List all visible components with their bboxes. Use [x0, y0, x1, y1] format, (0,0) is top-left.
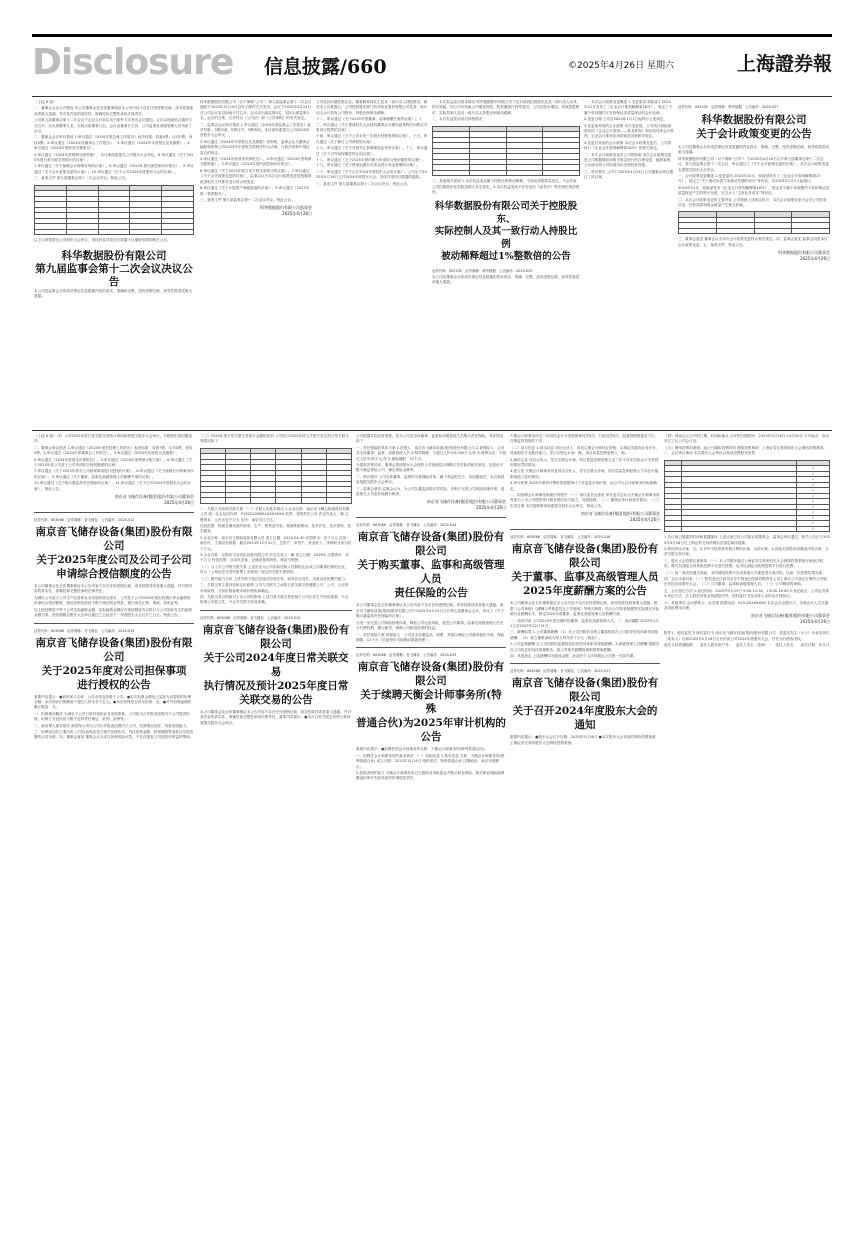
body-text: （上接 6 版）（3）公司2025年度日常关联交易预计事项尚需提交股东大会审议，关联股东将回避表决。 二、董事会审议情况 1.审议通过《2024年度总经理工作报告》表决结果：同意7票，反对0票，弃权0票。2.审议通过《2024年度董事会工作报告》。3.审议通过《2024年年度报告及摘要》。 4.审议通过《2024年度财务决算报告》。5.审议通过《2024年度利润分配方案》。6.审议通过《关于2025年度公司及子公司申请综合授信额度的议案》。 7.审议通过《关于2025年度对公司担保事项进行授权的议案》。8.审议通过《关于续聘会计师事务所的议案》。9.审议通过《关于董事、监事及高级管理人员薪酬方案的议案》。 10.审议通过《关于购买董监高责任保险的议案》。11.审议通过《关于召开2024年度股东大会的议案》。特此公告。	[34, 434, 194, 491]
body-text: 本公司董事会及全体董事保证本公告内容不存在任何虚假记载、误导性陈述或者重大遗漏。南京音飞储存设备(集团)股份有限公司于2025年4月24日召开第五届董事会会议，审议了《关于购买董监高责任保险的议案》。 为进一步完善公司风险管理体系，降低公司运营风险，促进公司董事、监事及高级管理人员充分行使权利、履行职责，保障公司和投资者的权益。 一、责任保险方案 被保险人：公司及全体董监高；保费：具体以保险公司最终报价为准；保险期限：12个月（后续每年可续保或重新投保）。	[356, 603, 505, 642]
section-title: 信息披露/660	[264, 56, 387, 78]
body-text: 本公司董事会及全体董事保证本公告内容不存在任何虚假记载、误导性陈述或者重大遗漏，并对其内容的真实性、准确性和完整性承担法律责任。 为满足公司及子公司生产经营和业务发展的资金需求，公司及子公司2025年度拟向银行等金融机构申请综合授信额度，授信品种包括但不限于流动资金贷款、银行承兑汇票、保函、信用证等。 以上授信额度不等于公司实际融资金额，实际融资金额应在授信额度内以银行与公司实际发生的融资金额为准。授权期限自股东大会审议通过之日起至下一年度股东大会召开之日止。特此公告。	[34, 584, 193, 618]
body-text: 一、本次会计政策变更概述 1.变更原因 财政部于2024年12月发布了《企业会计准则解释第18号》，规定了不属于单项履约义务的保证类质量保证的会计处理。 2.变更日期 公司自2024年1月1日起执行上述规定。 3.变更前采用的会计政策 本次变更前，公司执行财政部颁布的《企业会计准则——基本准则》和各项具体会计准则、企业会计准则应用指南及其他相关规定。 4.变更后采用的会计政策 本次会计政策变更后，公司将执行《企业会计准则解释第18号》的相关规定。 二、本次会计政策变更对公司的影响 本次会计政策变更是公司根据财政部相关规定进行的合理变更，能够客观、公允地反映公司的财务状况和经营成果。 三、审议程序 公司于2025年4月24日召开董事会审议通过了该议案。	[584, 100, 674, 180]
signature: 南京音飞储存设备(集团)股份有限公司董事会 2025年4月26日	[580, 511, 660, 523]
column-top-1	[34, 100, 194, 425]
divider	[510, 663, 660, 664]
body-text: （上接 6 版） 一、董事会会议召开情况 本公司董事会及全体董事保证本公告内容不存在任何虚假记载、误导性陈述或者重大遗漏，并对其内容的真实性、准确性和完整性承担法律责任。 公司第九届董事会第十二次会议于会议召开前以电子邮件方式发出会议通知，会议以现场结合通讯方式召开，应出席董事九名，实际出席董事九名，会议由董事长主持，公司监事及高级管理人员列席了会议。 二、董事会会议审议情况 1.审议通过《2024年度总裁工作报告》表决结果：同意9票，反对0票，弃权0票。2.审议通过《2024年度董事会工作报告》。3.审议通过《2024年年度报告及其摘要》。4.审议通过《2024年度财务决算报告》。 5.审议通过《2024年度利润分配预案》，本议案尚需提交公司股东大会审议。6.审议通过《关于2025年度日常关联交易预计的议案》。 7.审议通过《关于续聘会计师事务所的议案》。8.审议通过《2024年度内部控制评价报告》。9.审议通过《关于会计政策变更的议案》。10.审议通过《关于召开2024年度股东大会的议案》。 三、备查文件 第九届董事会第十二次会议决议。特此公告。	[34, 100, 194, 181]
divider	[200, 610, 352, 611]
article-title-kd-policy: 科华数据股份有限公司 关于会计政策变更的公告	[696, 114, 812, 140]
agenda-table: √ √ √ √ √ √ √ √ √ √ √ √	[664, 460, 830, 533]
body-text: 公司根据实际经营需要，拟为公司及全体董事、监事和高级管理人员购买责任保险。具体情况如下： 一、责任保险的具体方案 1.投保人：南京音飞储存设备(集团)股份有限公司 2.被保险人：公司及全体董事、监事、高级管理人员 3.赔偿限额：不超过人民币5,000万元/年 4.保费支出：不超过人民币30万元/年 5.保险期限：12个月。 为提高决策效率，董事会提请股东大会授权公司管理层办理购买责任险的相关事宜，包括但不限于确定保险公司、确定保险金额等。 二、审议程序 公司全体董事、监事作为被保险对象，属于利益相关方，均回避表决，本议案将直接提交股东大会审议。 三、监事会意见 监事会认为，为公司及董监高购买责任险，有利于完善公司风险管理体系，促进相关人员更好地履行职责。	[356, 434, 506, 497]
article-title-nj-insurance: 南京音飞储存设备(集团)股份有限公司 关于购买董事、监事和高级管理人员 责任保险的公告	[357, 531, 505, 600]
signature: 南京音飞储存设备(集团)股份有限公司董事会 2025年4月26日	[426, 499, 506, 511]
article-title-nj-related: 南京音飞储存设备(集团)股份有限公司 关于公司2024年度日常关联交易 执行情况及预计2025年度日常 关联交易的公告	[202, 623, 350, 706]
body-text: 三、董事会意见 董事会认为本次会计政策变更符合相关规定。四、监事会意见 监事会同意本次会计政策变更。五、备查文件。特此公告。	[678, 237, 828, 247]
article-meta: 证券代码：603066 证券简称：音飞储存 公告编号：2025-012	[34, 518, 135, 523]
article-meta: 证券代码：603066 证券简称：音飞储存 公告编号：2025-015	[356, 653, 457, 658]
column-bottom-5	[664, 434, 830, 1244]
data-table	[34, 185, 194, 236]
body-text: （四）现场会议召开的日期、时间和地点 召开的日期时间：2025年5月16日 14点00分 召开地点：南京市江宁区公司会议室。 （五）网络投票的系统、起止日期和投票时间 网络投票系统：上海证券交易所股东大会网络投票系统。二、会议审议事项 本次股东大会审议议案及投票股东类型：	[664, 434, 830, 456]
related-transaction-table	[200, 448, 352, 504]
body-text: 一、本次权益变动基本情况 科华数据股份有限公司于近日收到控股股东及其一致行动人出具的告知函，因公司可转换公司债券转股、股权激励行权等原因，公司总股本增加，导致控股股东、实际控制人及其一致行动人持股比例被动稀释。 二、本次权益变动前后持股情况	[432, 100, 580, 122]
column-bottom-4	[510, 434, 660, 1244]
signature: 科华数据股份有限公司董事会 2025年4月26日	[778, 250, 830, 262]
signature: 南京音飞储存设备(集团)股份有限公司董事会 2025年4月26日	[750, 613, 830, 625]
body-text: 重要内容提示：●拟聘任的会计师事务所名称：天衡会计师事务所(特殊普通合伙)。 一、拟聘任会计师事务所的基本情况 （一）机构信息 1.基本信息 名称：天衡会计师事务所(特殊普通合伙) 成立日期：2013年11月4日 组织形式：特殊普通合伙 注册地址：南京市建邺区。 2.投资者保护能力 天衡会计师事务所已计提职业风险基金并购买职业保险，相关职业保险能够覆盖因审计失败导致的民事赔偿责任。	[356, 747, 505, 781]
column-bottom-3	[356, 434, 506, 1244]
body-text: 本公司及董事会全体成员保证信息披露的内容真实、准确、完整，没有虚假记载、误导性陈述或重大遗漏。 科华数据股份有限公司（以下简称“公司”）于2025年4月24日召开第九届董事会第十二次会议、第九届监事会第十二次会议，审议通过了《关于会计政策变更的议案》。本次会计政策变更无需提交股东大会审议。 一、会计政策变更概述 1.变更原因 2023年10月，财政部发布了《企业会计准则解释第17号》，规定了“关于流动负债与非流动负债的划分”等内容，自2024年1月1日起施行。 2024年12月，财政部发布《企业会计准则解释第18号》，规定对不属于单项履约义务的保证类质量保证产生的预计负债，应当计入“主营业务成本”等科目。 二、本次会计政策变更的主要内容 公司按照上述规定执行，本次会计政策变更不会对公司财务状况、经营成果和现金流量产生重大影响。	[678, 145, 830, 208]
column-top-4	[432, 100, 580, 425]
body-text: 1.各议案已披露的时间和披露媒体 上述议案已经公司第五届董事会、监事会审议通过，相关公告已于2025年4月26日在上海证券交易所网站及指定媒体披露。 2.特别决议议案：无。3.对中小投资者单独计票的议案：全部议案。4.涉及关联股东回避表决的议案：日常关联交易议案。 三、股东大会投票注意事项 （一）本公司股东通过上海证券交易所股东大会网络投票系统行使表决权的，既可以登陆交易系统投票平台进行投票，也可以登陆互联网投票平台进行投票。 （二）同一表决权通过现场、本所网络投票平台或其他方式重复进行表决的，以第一次投票结果为准。 四、会议出席对象 （一）股权登记日收市后在中国登记结算有限责任公司上海分公司登记在册的公司股东有权出席股东大会。（二）公司董事、监事和高级管理人员。（三）公司聘请的律师。 五、会议登记方法 1.登记时间：2025年5月15日 9:00-11:30，13:00-16:00 2.登记地点：公司证券部 3.登记方式：法人股东持营业执照复印件、授权委托书及出席人身份证办理登记。 六、其他事项 会议联系人：证券部 联系电话：025-XXXXXXXX 本次会议会期半天，出席会议人员交通及食宿费用自理。	[664, 535, 830, 610]
column-top-6	[678, 100, 830, 425]
masthead	[32, 44, 832, 82]
column-top-3	[316, 100, 428, 425]
article-title-nj-guarantee: 南京音飞储存设备(集团)股份有限公司 关于2025年度对公司担保事项 进行授权的公告	[35, 636, 193, 691]
body-text: 二、关联人介绍和关联关系 （一）关联人的基本情况 1.企业名称：南京音飞峰云物流科技有限公司 统一社会信用代码：91320100MA1XXXXXXX 类型：有限责任公司 法定代表人：略 注册资本：人民币若干万元 住所：南京市江宁区。 经营范围：物流仓储设备的研发、生产、销售及安装；物流系统集成；技术开发、技术咨询、技术服务。 2.企业名称：南京音飞智能装备有限公司 成立日期：2014-04-30 注册资本：若干万元 住所：南京市。主要财务数据：截至2024年12月31日，总资产、净资产、营业收入、净利润分别为若干万元。 3.企业名称：无锡音飞自动化设备有限公司 法定代表人：略 成立日期：2016年 注册资本：若干万元 经营范围：自动化设备、仓储设备的研发、制造与销售。 （二）与上市公司的关联关系 上述企业为公司实际控制人控制的企业或公司董事任职的企业，符合《上海证券交易所股票上市规则》规定的关联关系情形。 （三）履约能力分析 上述关联方依法存续且经营正常，财务状况良好，具备良好的履约能力。 三、关联交易主要内容和定价政策 公司与关联方之间的日常关联交易遵循公开、公平、公正的市场原则，交易价格参照市场价格协商确定。 四、关联交易目的和对上市公司的影响 上述日常关联交易是基于公司正常生产经营需要，不会影响公司独立性，不会对关联方形成依赖。	[200, 506, 352, 605]
article-meta: 证券代码：603066 证券简称：音飞储存 公告编号：2025-010	[200, 615, 301, 620]
article-title-kd-supervisor: 科华数据股份有限公司 第九届监事会第十二次会议决议公告	[35, 249, 193, 288]
body-text: 本公司董事会及全体董事保证本公告内容不存在任何虚假记载、误导性陈述或者重大遗漏。根据《公司章程》《薪酬与考核委员会工作细则》等相关制度，结合公司经营规模等实际情况并参照行业薪酬水平，制定2025年度董事、监事及高级管理人员薪酬方案。 一、适用对象 公司2025年度任期内的董事、监事及高级管理人员。二、适用期限 2025年1月1日至2025年12月31日。 三、薪酬标准 1.公司董事薪酬 （1）在公司任职的非独立董事按其在公司担任的具体职务领取薪酬；（2）独立董事津贴为每人每年若干万元（税前）。 2.公司监事薪酬 在公司任职的监事按其担任的具体职务领取薪酬。3.高级管理人员薪酬 根据其在公司担任的具体管理职务，按公司相关薪酬管理制度领取薪酬。 四、其他规定 上述薪酬均为税前金额，涉及的个人所得税由公司统一代扣代缴。	[510, 601, 660, 658]
top-rule	[32, 34, 832, 37]
body-text: 本公司及董事会全体成员保证信息披露的内容真实、准确、完整，没有虚假记载、误导性陈述或重大遗漏。	[432, 274, 580, 285]
divider	[356, 517, 506, 518]
article-meta: 证券代码：603066 证券简称：音飞储存 公告编号：2025-016	[510, 535, 611, 540]
body-text: 本公司董事会及全体董事保证本公告内容不存在任何虚假记载、误导性陈述或者重大遗漏，并对其内容的真实性、准确性和完整性承担法律责任。重要内容提示：●本次日常关联交易预计事项需提交股东大会审议。	[200, 709, 351, 725]
column-top-2	[200, 100, 312, 425]
body-text: 附件1：授权委托书 授权委托书 南京音飞储存设备(集团)股份有限公司：兹委托先生（女士）代表本单位（或本人）出席2025年5月16日召开的贵公司2024年度股东大会，并代为行使表决权。 委托人持普通股数： 委托人股东账户号： 委托人签名（盖章）： 受托人签名： 委托日期：年月日	[664, 631, 830, 648]
article-title-nj-auditor: 南京音飞储存设备(集团)股份有限公司 关于续聘天衡会计师事务所(特殊 普通合伙)为2025年审计机构的公告	[356, 661, 506, 744]
newspaper-logo: 上海證券報	[736, 53, 832, 75]
body-text: 科华数据股份有限公司（以下简称“公司”）第九届监事会第十二次会议通知于2025年4月14日以电子邮件方式发出，会议于2025年4月24日在公司会议室以现场方式召开。会议应出席监事3名，实际出席监事3名。会议的召集、召开符合《公司法》和《公司章程》的有关规定。 二、监事会会议审议情况 1.审议通过《2024年度监事会工作报告》表决结果：3票同意，0票反对，0票弃权。本议案尚需提交公司2024年度股东大会审议。 2.审议通过《2024年年度报告及其摘要》经审核，监事会认为董事会编制和审核公司2024年年度报告的程序符合法律、行政法规和中国证监会的规定。 3.审议通过《2024年度财务决算报告》。4.审议通过《2024年度利润分配预案》。5.审议通过《2024年度内部控制评价报告》。 6.审议通过《关于2025年度日常关联交易预计的议案》。7.审议通过《关于会计政策变更的议案》，监事会认为本次会计政策变更是根据财政部相关文件要求进行的合理变更。 8.审议通过《关于计提资产减值准备的议案》。9.审议通过《2025年第一季度报告》。 三、备查文件 第九届监事会第十二次会议决议。特此公告。	[200, 100, 312, 202]
divider	[510, 529, 660, 530]
holding-table	[432, 126, 580, 177]
divider	[34, 623, 194, 624]
body-text: 重要内容提示：●被担保人名称：公司全资及控股子公司。●本次担保金额及已实际为其提供的担保余额：本次预计担保额度不超过人民币若干亿元。●本次担保是否有反担保：无。●对外担保逾期的累计数量：无。 一、担保情况概述 为满足子公司日常经营和业务发展需要，公司拟为合并报表范围内子公司提供担保，担保方式包括但不限于连带责任保证、抵押、质押等。 二、被担保人基本情况 被担保人均为公司合并报表范围内子公司，经营情况良好，具备偿债能力。 三、担保协议的主要内容 公司目前尚未签订相关担保协议，具体担保金额、担保期限等条款以实际签署的合同为准。四、董事会意见 董事会认为本次担保风险可控，不存在损害公司及股东利益的情形。	[34, 694, 194, 740]
column-bottom-2	[200, 434, 352, 1244]
signature: 南京音飞储存设备(集团)股份有限公司董事会 2025年4月26日	[114, 494, 194, 506]
signature: 科华数据股份有限公司监事会 2025年4月26日	[260, 205, 312, 217]
article-meta: 证券代码：603066 证券简称：音飞储存 公告编号：2025-014	[356, 523, 457, 528]
article-title-nj-pay: 南京音飞储存设备(集团)股份有限公司 关于董事、监事及高级管理人员 2025年度薪酬方案的公告	[511, 543, 659, 598]
article-meta: 证券代码：002335 证券简称：科华数据 公告编号：2025-029	[432, 268, 533, 273]
section-divider	[32, 430, 832, 431]
masthead-divider	[32, 96, 832, 97]
article-title-kd-shareholder: 科华数据股份有限公司关于控股股东、 实际控制人及其一致行动人持股比例 被动稀释超过1%整数倍的公告	[434, 201, 578, 263]
body-text: 天衡会计师事务所近三年因执业行为受到刑事处罚0次、行政处罚0次、监督管理措施若干次、自律监管措施若干次。 （二）项目信息 1.基本信息 项目合伙人：具有注册会计师执业资格，从事证券服务业务多年，具备相应专业胜任能力。签字注册会计师：略。项目质量控制复核人：略。 2.诚信记录 项目合伙人、签字注册会计师、项目质量控制复核人近三年不存在因执业行为受到刑事处罚的情况。 3.独立性 天衡会计师事务所及项目合伙人、签字注册会计师、项目质量控制复核人不存在可能影响独立性的情形。 4.审计收费 2025年度审计费用将根据审计工作量及市场价格，由公司与会计师事务所协商确定。 二、拟续聘会计师事务所履行的程序 （一）审计委员会意见 审计委员会认为天衡会计师事务所具备为上市公司提供审计服务的经验与能力，同意续聘。（二）董事会审议和表决情况。（三）生效日期 本次续聘事项尚需提交股东大会审议。特此公告。	[510, 434, 660, 508]
article-meta: 证券代码：603066 证券简称：音飞储存 公告编号：2025-013	[34, 628, 135, 633]
divider	[356, 647, 506, 648]
column-top-5	[584, 100, 674, 425]
policy-table	[678, 211, 830, 234]
body-text: （二）2025年度日常关联交易预计金额和类别 公司预计2025年度与关联方发生的日常关联交易情况如下：	[200, 434, 349, 444]
divider	[34, 512, 194, 513]
body-text: 公司及其所属控股企业，董事赖育林先生及其一致行动人持股情况；截至本公告披露日，公司控股股东厦门科华伟业股份有限公司及其一致行动人合计持有公司股份，持股比例被动稀释。 十二、审议通过《关于2025年度董事、监事薪酬方案的议案》。十三、审议通过《关于提请股东大会授权董事会办理以简易程序向特定对象发行股票的议案》。 十四、审议通过《关于公司未来三年股东回报规划的议案》。十五、审议通过《关于修订公司章程的议案》。 十六、审议通过《关于开展外汇套期保值业务的议案》。十七、审议通过《关于对外担保额度预计的议案》。 十八、审议通过《关于2025年度向银行申请综合授信额度的议案》。十九、审议通过《关于使用闲置自有资金进行现金管理的议案》。 二十、审议通过《关于召开2024年度股东大会的议案》。公司定于2025年5月16日召开2024年度股东大会，具体详见同日披露的通知。 三、备查文件 第九届董事会第十二次会议决议。特此公告。	[316, 100, 428, 186]
column-bottom-1	[34, 434, 194, 1244]
body-text: 三、其他相关说明 1.本次权益变动属于持股比例被动稀释，不涉及持股数量变化，不会导致公司控股股东及实际控制人发生变化。2.本次权益变动不存在违反《证券法》等法律法规的情形。	[432, 179, 580, 194]
article-title-nj-credit: 南京音飞储存设备(集团)股份有限公司 关于2025年度公司及公司子公司 申请综合授信额度的公告	[35, 526, 193, 581]
article-title-nj-agm: 南京音飞储存设备(集团)股份有限公司 关于召开2024年度股东大会的 通知	[511, 677, 659, 732]
disclosure-wordmark: Disclosure	[32, 42, 234, 83]
body-text: 本公司及监事会全体成员保证信息披露内容的真实、准确和完整，没有虚假记载、误导性陈述或重大遗漏。	[34, 288, 193, 298]
body-text: 以上议案需提交公司股东大会审议，具体内容详见同日披露于巨潮资讯网的相关公告。	[34, 238, 171, 243]
article-meta: 证券代码：603066 证券简称：音飞储存 公告编号：2025-017	[510, 669, 611, 674]
body-text: 重要内容提示：●股东大会召开日期：2025年5月16日 ●本次股东大会采用的网络投票系统：上海证券交易所股东大会网络投票系统。	[510, 735, 660, 745]
issue-date: ©2025年4月26日 星期六	[568, 61, 674, 71]
article-meta: 证券代码：002335 证券简称：科华数据 公告编号：2025-027	[678, 105, 779, 109]
